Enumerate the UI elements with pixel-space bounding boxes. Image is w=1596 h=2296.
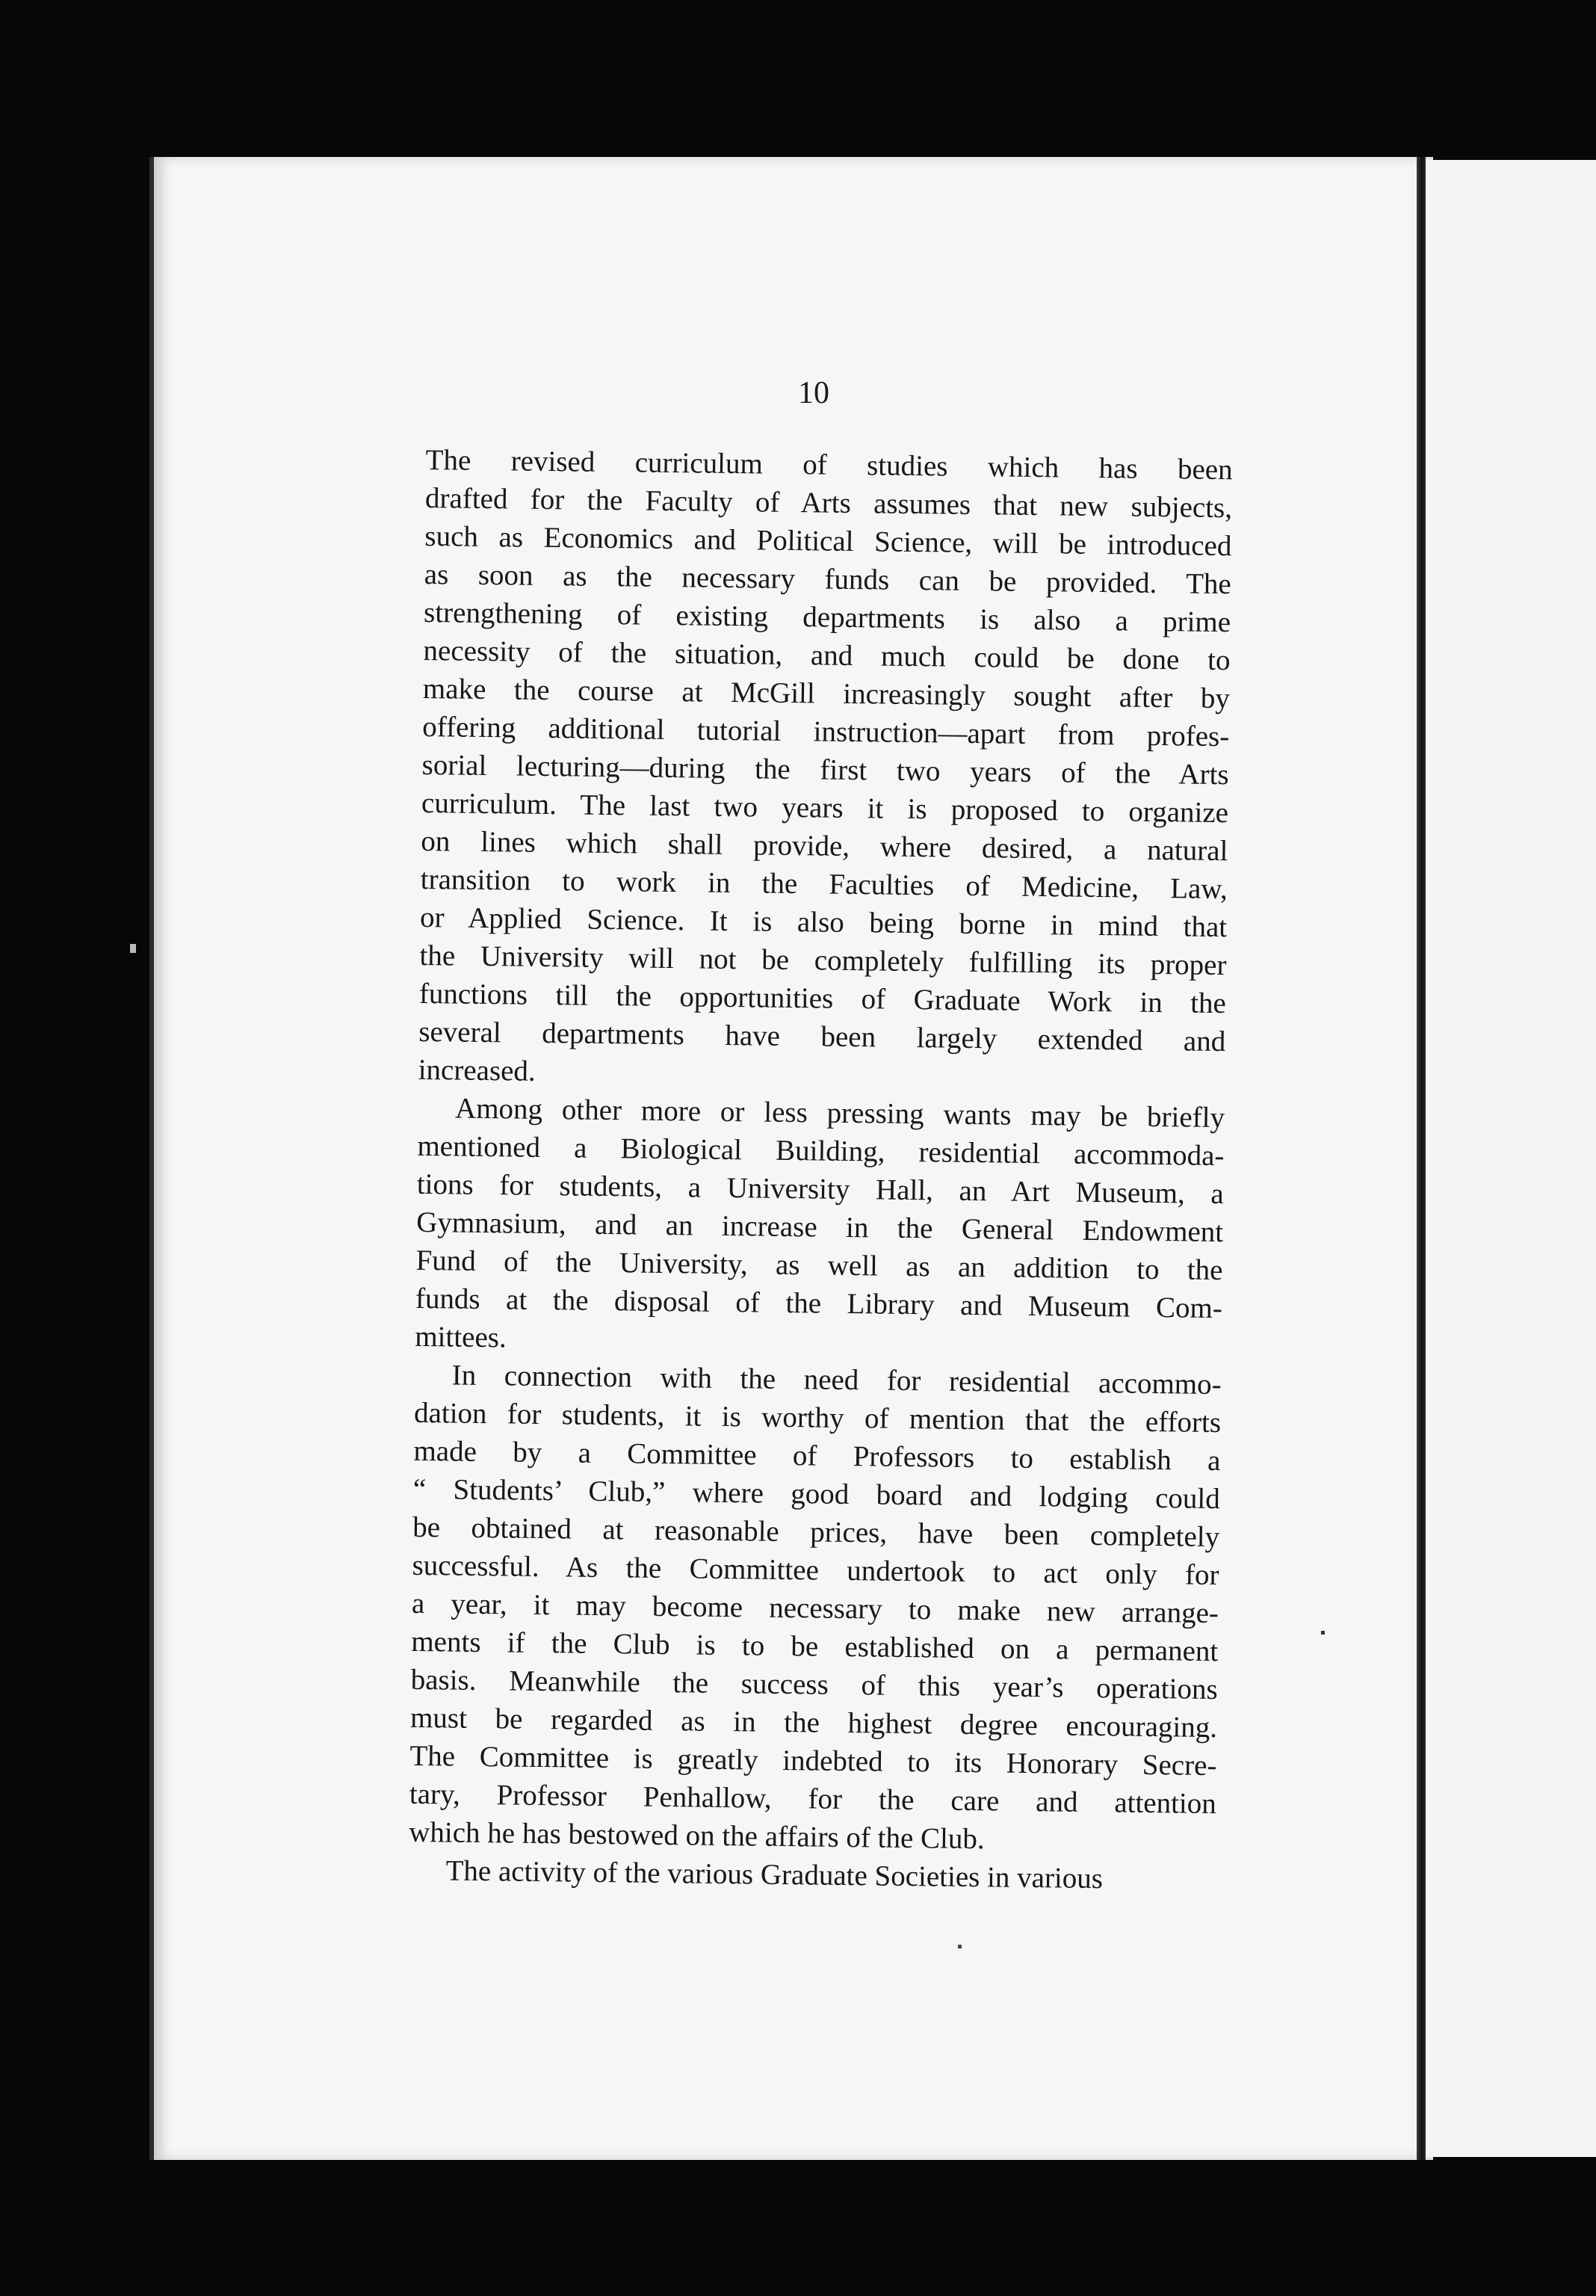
scan-speck (130, 944, 136, 953)
paragraph (418, 441, 1233, 1099)
text-line: or Applied Science. It is also being borne in mind that (419, 901, 1228, 944)
text-line: tions for students, a University Hall, an Art Museum, a (416, 1167, 1225, 1211)
text-line: mentioned a Biological Building, residential accommoda- (417, 1129, 1225, 1173)
text-line: several departments have been largely extended and (418, 1015, 1226, 1058)
body-text (408, 441, 1233, 1899)
text-line: Gymnasium, and an increase in the General Endowment (415, 1206, 1224, 1249)
text-line: The activity of the various Graduate Societies in various (445, 1854, 1104, 1895)
text-line: make the course at McGill increasingly sought after by (422, 672, 1231, 715)
text-line: Fund of the University, as well as an addition to the (415, 1244, 1223, 1287)
text-line: Among other more or less pressing wants may be briefly (454, 1092, 1225, 1135)
text-line: be obtained at reasonable prices, have been completely (412, 1510, 1220, 1554)
text-line: curriculum. The last two years it is proposed to organize (421, 786, 1229, 830)
paragraph (415, 1089, 1225, 1365)
text-line: as soon as the necessary funds can be provided. The (424, 558, 1232, 601)
text-line: sorial lecturing—during the first two years of the Arts (421, 748, 1229, 791)
text-line: dation for students, it is worthy of mention that the efforts (413, 1396, 1222, 1439)
text-line: “ Students’ Club,” where good board and lodging could (412, 1472, 1221, 1516)
text-line: increased. (418, 1053, 536, 1087)
text-line: The Committee is greatly indebted to its Honorary Secre- (409, 1739, 1217, 1783)
text-line: drafted for the Faculty of Arts assumes that new subjects, (424, 481, 1233, 525)
text-line: which he has bestowed on the affairs of the Club. (408, 1815, 985, 1856)
book-gutter (1417, 157, 1426, 2160)
text-line: In connection with the need for residential accommo- (451, 1359, 1222, 1401)
text-line: mittees. (415, 1320, 507, 1354)
text-line: functions till the opportunities of Graduate Work in the (418, 977, 1227, 1020)
text-line: such as Economics and Political Science, will be introduced (424, 519, 1232, 563)
text-line: a year, it may become necessary to make new arrange- (411, 1587, 1219, 1630)
text-line: successful. As the Committee undertook to act only for (412, 1549, 1219, 1592)
text-line: The revised curriculum of studies which has been (425, 443, 1233, 487)
text-line: transition to work in the Faculties of Medicine, Law, (420, 862, 1228, 906)
text-line: funds at the disposal of the Library and Museum Com- (415, 1282, 1223, 1325)
text-line: ments if the Club is to be established on a permanent (411, 1625, 1219, 1668)
facing-page-edge (1426, 160, 1596, 2157)
text-line: basis. Meanwhile the success of this year’s operations (410, 1663, 1218, 1706)
text-line: offering additional tutorial instruction—apart from profes- (422, 710, 1230, 753)
scan-speck (1321, 1631, 1325, 1635)
text-line: tary, Professor Penhallow, for the care and attention (409, 1777, 1217, 1821)
paragraph (409, 1356, 1222, 1861)
text-line: made by a Committee of Professors to establish a (413, 1434, 1221, 1478)
text-line: must be regarded as in the highest degree encouraging. (409, 1701, 1218, 1744)
text-line: the University will not be completely fulfilling its proper (419, 939, 1227, 982)
text-line: on lines which shall provide, where desired, a natural (421, 824, 1228, 868)
text-line: necessity of the situation, and much could be done to (423, 634, 1231, 677)
text-line: strengthening of existing departments is also a prime (423, 596, 1231, 639)
scan-speck (958, 1945, 962, 1948)
page-number: 10 (798, 376, 829, 410)
